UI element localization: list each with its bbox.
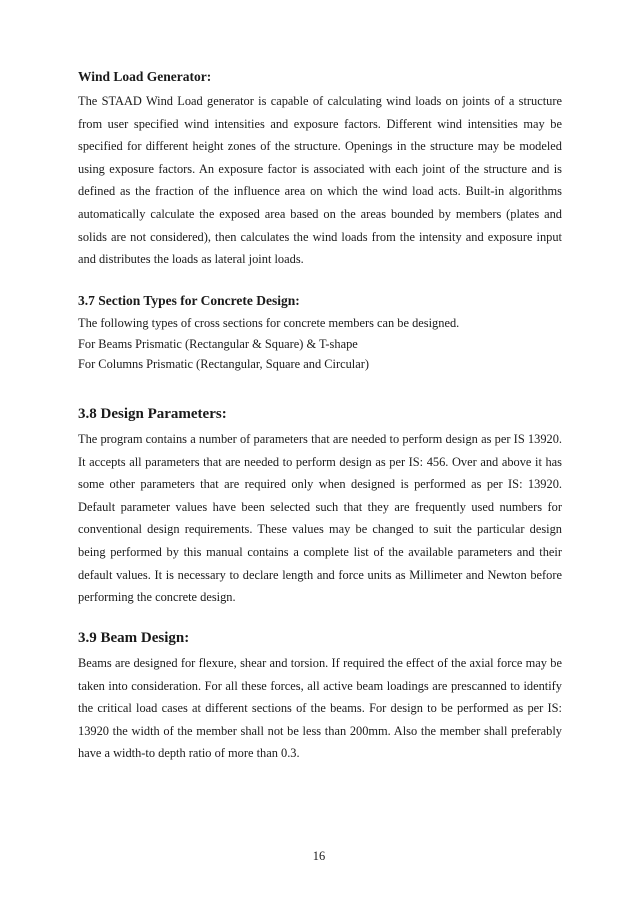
section-types-heading: 3.7 Section Types for Concrete Design: xyxy=(78,293,300,308)
section-types-intro: The following types of cross sections for concrete members can be designed. xyxy=(78,316,460,330)
wind-load-section xyxy=(78,68,562,271)
beam-design-paragraph: Beams are designed for flexure, shear and torsion. If required the effect of the axial force may be taken into consideration. For all these forces, all active beam loadings are prescanned to identify the critical load cases at different sections of the beams. For design to be performed as per IS: 13920 the width of the member shall not be less than 200mm. Also the member shall preferably have a width-to depth ratio of more than 0.3. xyxy=(78,656,562,761)
section-types-beams: For Beams Prismatic (Rectangular & Square) & T-shape xyxy=(78,336,358,351)
beam-design-section xyxy=(78,628,562,765)
design-parameters-paragraph: The program contains a number of parameters that are needed to perform design as per IS 13920. It accepts all parameters that are needed to perform design as per IS: 456. Over and above it has some other parameters that are required only when designed is performed as per IS: 13920. Default parameter values have been selected such that they are frequently used numbers for conventional design requirements. These values may be changed to suit the particular design being performed by this manual contains a complete list of the available parameters and their default values. It is necessary to declare length and force units as Millimeter and Newton before performing the concrete design. xyxy=(78,432,562,605)
design-parameters-section xyxy=(78,404,562,609)
wind-load-paragraph: The STAAD Wind Load generator is capable of calculating wind loads on joints of a structure from user specified wind intensities and exposure factors. Different wind intensities may be specified for different height zones of the structure. Openings in the structure may be modeled using exposure factors. An exposure factor is associated with each joint of the structure and is defined as the fraction of the influence area on which the wind load acts. Built-in algorithms automatically calculate the exposed area based on the areas bounded by members (plates and solids are not considered), then calculates the wind loads from the intensity and exposure input and distributes the loads as lateral joint loads. xyxy=(78,94,562,267)
section-types-columns: For Columns Prismatic (Rectangular, Square and Circular) xyxy=(78,357,369,372)
section-types-section xyxy=(78,292,562,376)
page-number: 16 xyxy=(312,849,326,863)
wind-load-heading: Wind Load Generator: xyxy=(78,69,212,84)
design-parameters-heading: 3.8 Design Parameters: xyxy=(78,406,227,422)
beam-design-heading: 3.9 Beam Design: xyxy=(78,630,190,646)
